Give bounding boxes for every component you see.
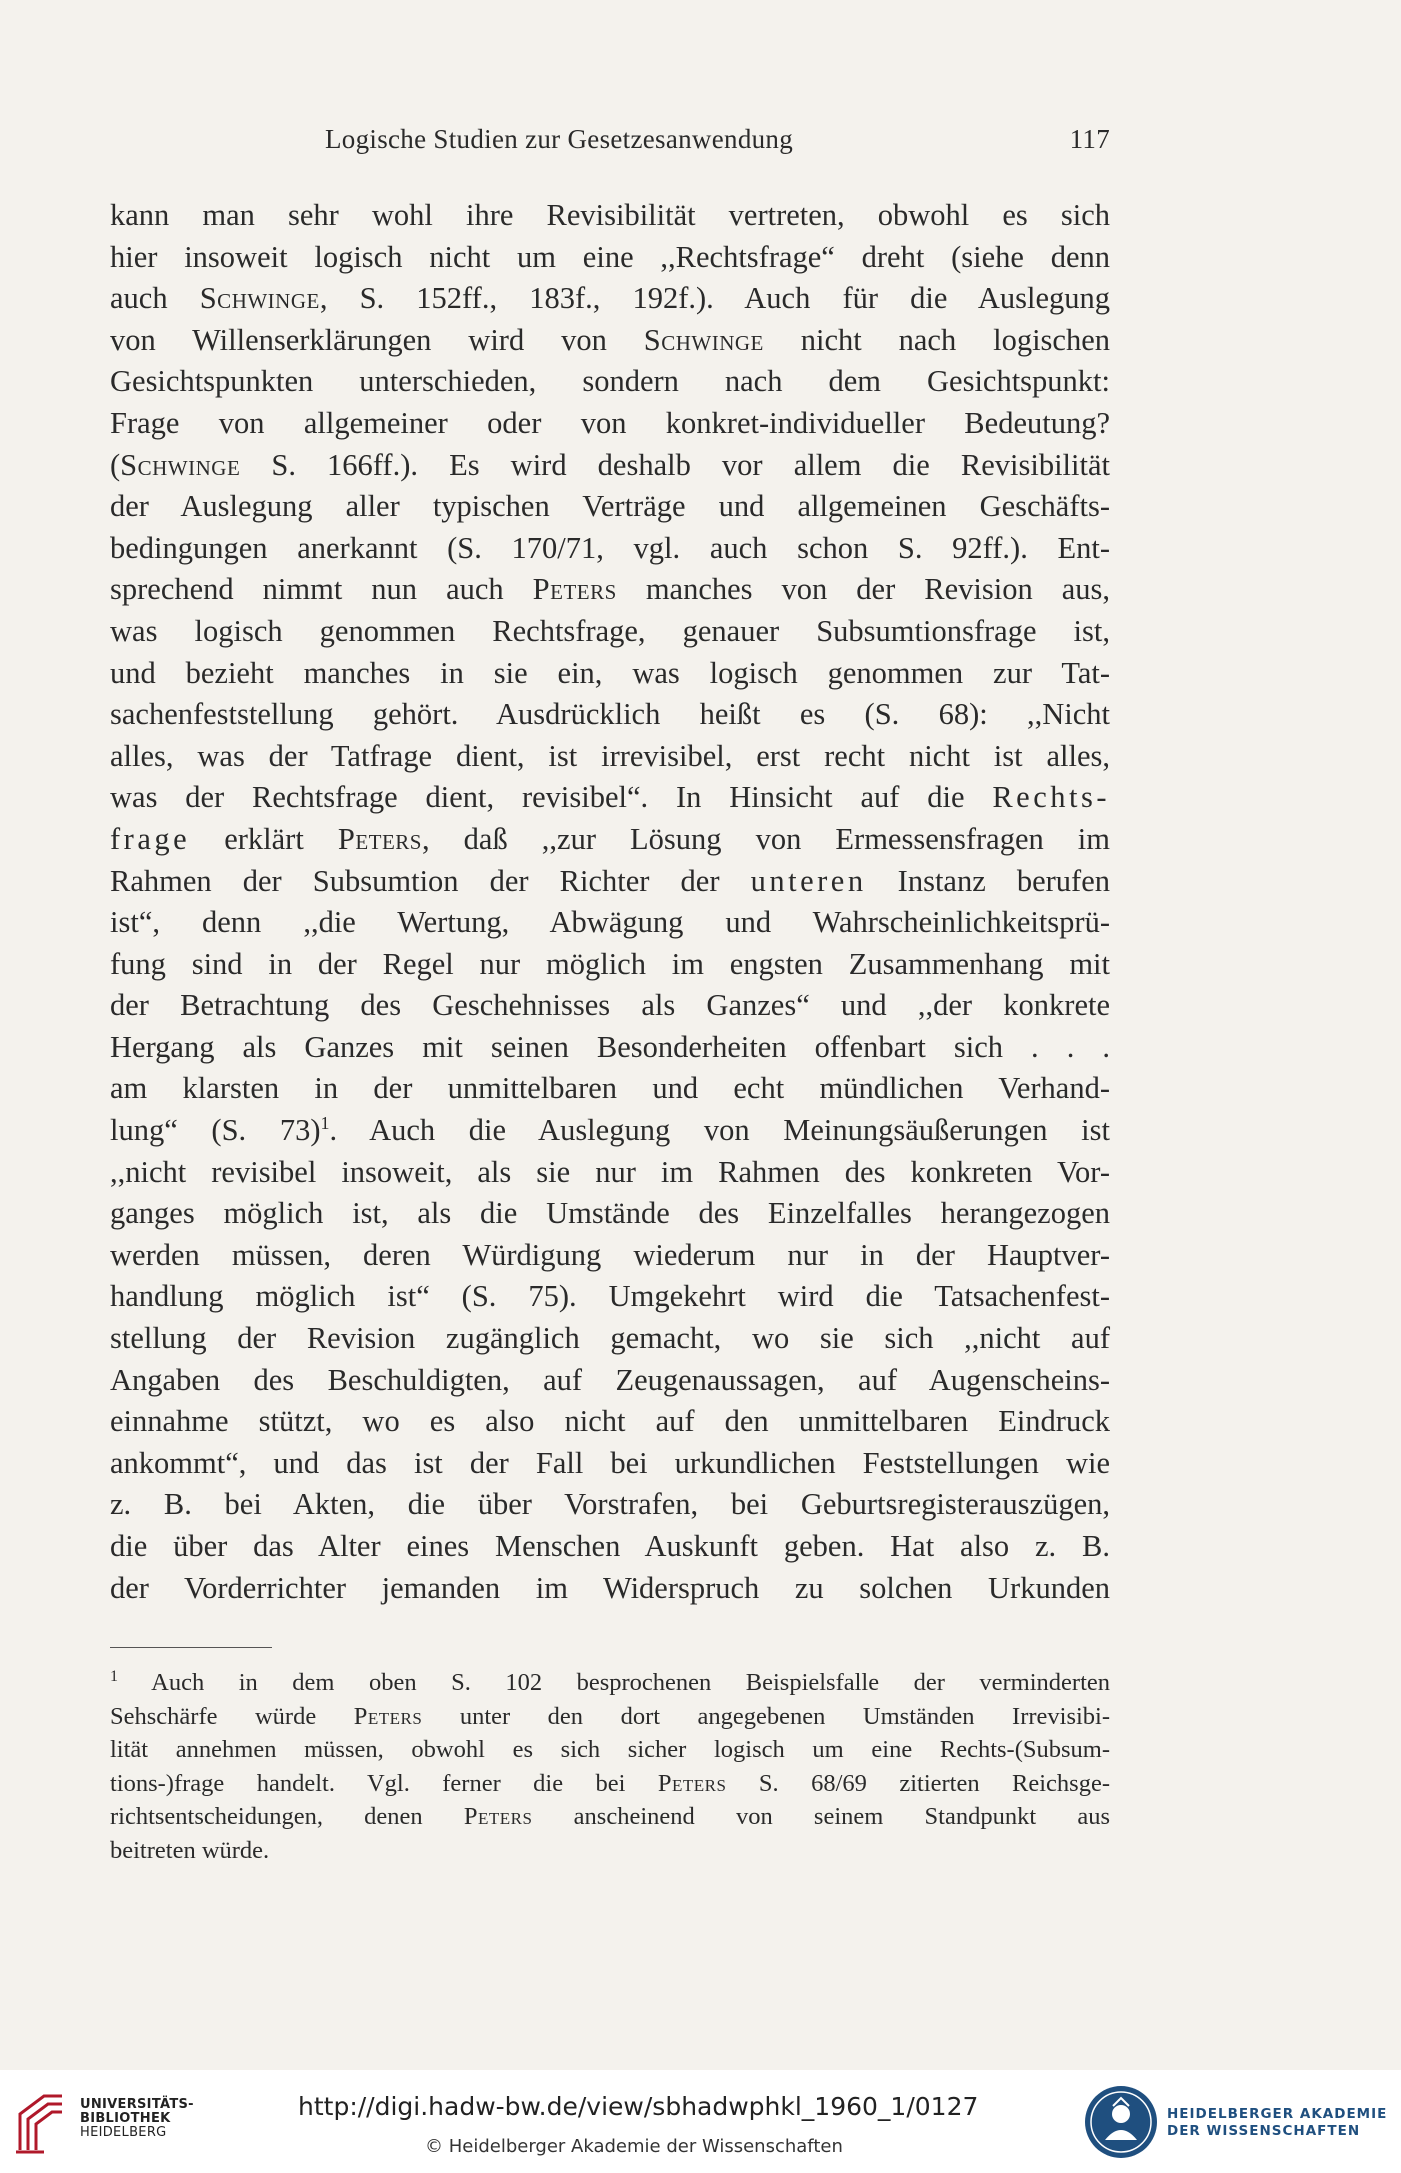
text-line: der Vorderrichter jemanden im Widerspruch zu solchen Urkunden [110,1570,1110,1605]
university-library-name: UNIVERSITÄTS- BIBLIOTHEK HEIDELBERG [80,2097,194,2140]
copyright-notice: © Heidelberger Akademie der Wissenschaften [425,2136,843,2157]
text-line: auch Schwinge, S. 152ff., 183f., 192f.). Auch für die Auslegung [110,281,1111,316]
text-line: hier insoweit logisch nicht um eine ,,Rechtsfrage“ dreht (siehe denn [110,239,1110,274]
spaced-emphasis: Rechts- [992,780,1110,815]
footnote-line: beitreten würde. [110,1836,270,1864]
author-name: Schwinge [199,281,320,316]
footnote-line: richtsentscheidungen, denen Peters anscheinend von seinem Standpunkt aus [110,1803,1110,1831]
text-line: fung sind in der Regel nur möglich im engsten Zusammenhang mit [110,946,1110,981]
text-line: Gesichtspunkten unterschieden, sondern nach dem Gesichtspunkt: [110,364,1110,399]
spaced-emphasis: unteren [750,863,867,898]
text-line: Angaben des Beschuldigten, auf Zeugenaussagen, auf Augenscheins- [110,1362,1110,1397]
text-line: frage erklärt Peters, daß ,,zur Lösung von Ermessensfragen im [110,821,1110,856]
footnote-reference: 1 [320,1112,330,1133]
text-line: bedingungen anerkannt (S. 170/71, vgl. auch schon S. 92ff.). Ent- [110,530,1110,565]
text-line: werden müssen, deren Würdigung wiederum nur in der Hauptver- [110,1237,1110,1272]
text-line: z. B. bei Akten, die über Vorstrafen, bei Geburtsregisterauszügen, [110,1487,1110,1522]
academy-name: HEIDELBERGER AKADEMIE DER WISSENSCHAFTEN [1167,2106,1388,2139]
author-name: Schwinge [643,322,764,357]
footnote-line: Sehschärfe würde Peters unter den dort angegebenen Umständen Irrevisibi- [110,1702,1110,1730]
author-name: Peters [463,1803,533,1831]
text-line: ,,nicht revisibel insoweit, als sie nur im Rahmen des konkreten Vor- [110,1154,1110,1189]
text-line: die über das Alter eines Menschen Auskunft geben. Hat also z. B. [110,1529,1110,1563]
author-name: Schwinge [120,447,241,482]
text-line: ankommt“, und das ist der Fall bei urkundlichen Feststellungen wie [110,1445,1110,1480]
text-line: ist“, denn ,,die Wertung, Abwägung und Wahrscheinlichkeitsprü- [110,905,1110,940]
text-line: sachenfeststellung gehört. Ausdrücklich heißt es (S. 68): ,,Nicht [110,697,1110,732]
running-title: Logische Studien zur Gesetzesanwendung [325,124,794,154]
footnote-line: tions-)frage handelt. Vgl. ferner die bei Peters S. 68/69 zitierten Reichsge- [110,1769,1111,1797]
text-line: sprechend nimmt nun auch Peters manches von der Revision aus, [110,572,1111,607]
page-number: 117 [1069,124,1110,154]
text-line: von Willenserklärungen wird von Schwinge nicht nach logischen [110,322,1111,357]
permalink-link[interactable]: http://digi.hadw-bw.de/view/sbhadwphkl_1960_1/0127 [298,2092,979,2121]
text-line: alles, was der Tatfrage dient, ist irrevisibel, erst recht nicht ist alles, [110,738,1110,773]
author-name: Peters [657,1769,727,1797]
text-line: am klarsten in der unmittelbaren und echt mündlichen Verhand- [110,1071,1110,1106]
author-name: Peters [337,821,422,856]
text-line: (Schwinge S. 166ff.). Es wird deshalb vor allem die Revisibilität [110,447,1110,482]
text-line: der Auslegung aller typischen Verträge und allgemeinen Geschäfts- [110,489,1110,524]
footnote [110,1666,1110,1868]
text-line: handlung möglich ist“ (S. 75). Umgekehrt wird die Tatsachenfest- [110,1279,1110,1314]
footnote-divider [110,1647,272,1648]
running-head [110,124,1110,160]
text-line: einnahme stützt, wo es also nicht auf den unmittelbaren Eindruck [110,1404,1110,1439]
footer-bar [0,2070,1401,2173]
text-line: was logisch genommen Rechtsfrage, genauer Subsumtionsfrage ist, [110,613,1110,648]
text-line: Frage von allgemeiner oder von konkret-individueller Bedeutung? [110,405,1110,440]
text-line: lung“ (S. 73)$^1$. Auch die Auslegung von Meinungsäußerungen ist [110,1112,1110,1148]
text-line: stellung der Revision zugänglich gemacht, wo sie sich ,,nicht auf [110,1321,1110,1356]
text-line: ganges möglich ist, als die Umstände des Einzelfalles herangezogen [110,1196,1110,1231]
author-name: Peters [353,1702,423,1730]
text-line: was der Rechtsfrage dient, revisibel“. In Hinsicht auf die Rechts- [110,780,1110,815]
author-name: Peters [532,572,617,607]
university-library-logo-icon [14,2092,68,2154]
footnote-line: $^1$ Auch in dem oben S. 102 besprochenen Beispielsfalle der verminderten [110,1667,1110,1696]
text-line: und bezieht manches in sie ein, was logisch genommen zur Tat- [110,655,1110,690]
text-line: Rahmen der Subsumtion der Richter der unteren Instanz berufen [110,863,1110,898]
spaced-emphasis: frage [110,821,191,856]
text-line: Hergang als Ganzes mit seinen Besonderheiten offenbart sich . . . [110,1029,1110,1064]
text-line: kann man sehr wohl ihre Revisibilität vertreten, obwohl es sich [110,198,1110,232]
footnote-line: lität annehmen müssen, obwohl es sich sicher logisch um eine Rechts-(Subsum- [110,1736,1110,1764]
body-text [110,195,1110,1609]
academy-seal-icon [1083,2084,1159,2160]
footnote-mark: 1 [110,1667,118,1685]
text-line: der Betrachtung des Geschehnisses als Ganzes“ und ,,der konkrete [110,988,1110,1023]
